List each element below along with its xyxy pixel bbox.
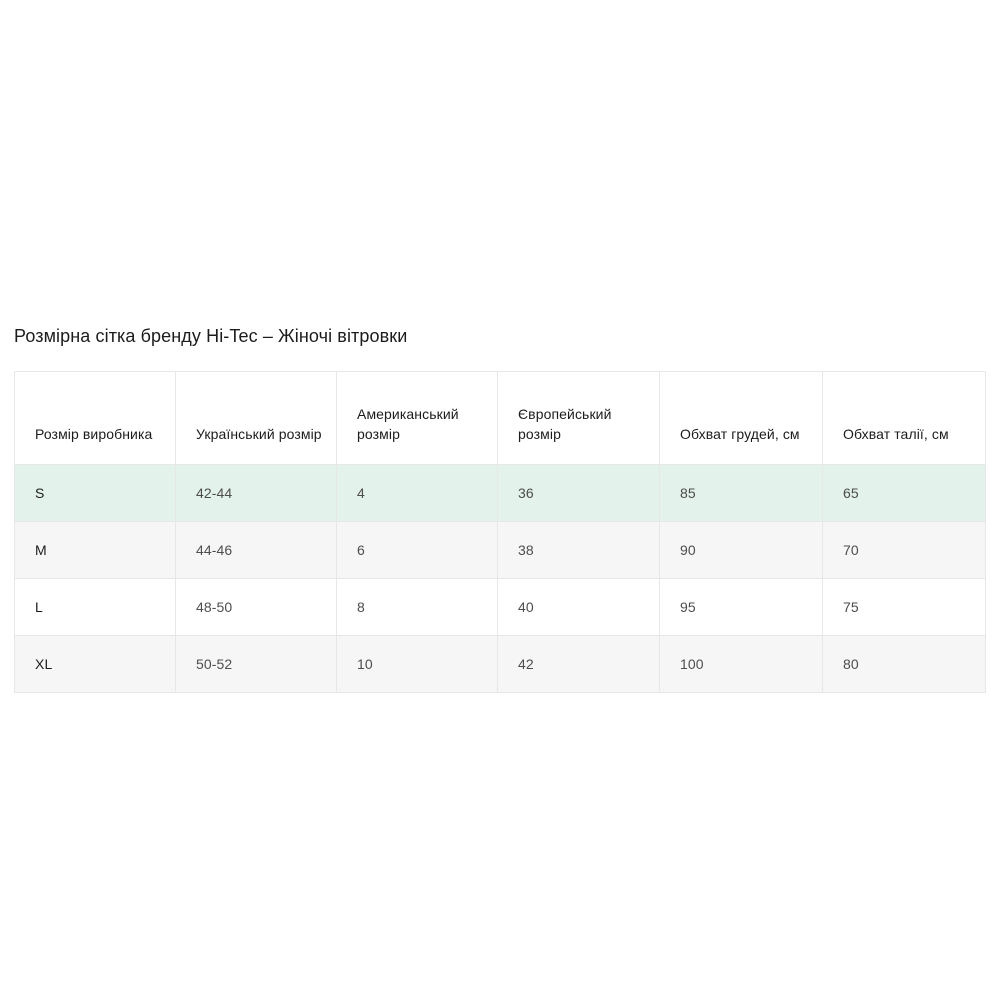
page-title: Розмірна сітка бренду Hi-Tec – Жіночі вітровки (14, 326, 408, 346)
cell-european-size: 38 (498, 522, 660, 579)
cell-european-size: 40 (498, 579, 660, 636)
size-chart-table (14, 371, 986, 693)
cell-american-size: 8 (337, 579, 498, 636)
cell-european-size: 42 (498, 636, 660, 693)
cell-ukrainian-size: 42-44 (176, 465, 337, 522)
cell-waist-cm: 65 (823, 465, 986, 522)
cell-waist-cm: 80 (823, 636, 986, 693)
cell-ukrainian-size: 50-52 (176, 636, 337, 693)
header-chest-cm: Обхват грудей, см (660, 372, 823, 465)
cell-chest-cm: 90 (660, 522, 823, 579)
cell-waist-cm: 75 (823, 579, 986, 636)
cell-chest-cm: 100 (660, 636, 823, 693)
table-header (15, 372, 986, 465)
header-european-size: Європейський розмір (498, 372, 660, 465)
cell-manufacturer-size: XL (15, 636, 176, 693)
cell-manufacturer-size: S (15, 465, 176, 522)
header-manufacturer-size: Розмір виробника (15, 372, 176, 465)
table-body (15, 465, 986, 693)
cell-chest-cm: 85 (660, 465, 823, 522)
cell-american-size: 6 (337, 522, 498, 579)
header-waist-cm: Обхват талії, см (823, 372, 986, 465)
cell-waist-cm: 70 (823, 522, 986, 579)
header-american-size: Американський розмір (337, 372, 498, 465)
cell-manufacturer-size: L (15, 579, 176, 636)
cell-manufacturer-size: M (15, 522, 176, 579)
header-ukrainian-size: Український розмір (176, 372, 337, 465)
table-row-l (15, 579, 986, 636)
table-row-xl (15, 636, 986, 693)
table-row-m (15, 522, 986, 579)
cell-european-size: 36 (498, 465, 660, 522)
cell-ukrainian-size: 44-46 (176, 522, 337, 579)
cell-chest-cm: 95 (660, 579, 823, 636)
cell-ukrainian-size: 48-50 (176, 579, 337, 636)
cell-american-size: 4 (337, 465, 498, 522)
cell-american-size: 10 (337, 636, 498, 693)
table-row-s (15, 465, 986, 522)
header-row (15, 372, 986, 465)
